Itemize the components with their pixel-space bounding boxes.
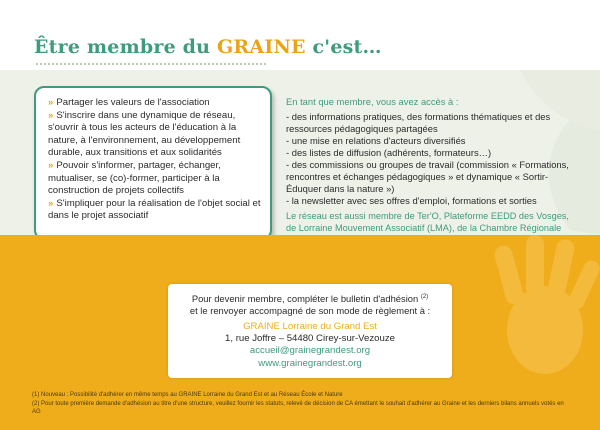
double-chevron-icon: » <box>48 159 54 171</box>
benefits-intro: En tant que membre, vous avez accès à : <box>286 96 459 107</box>
email-link[interactable]: accueil@grainegrandest.org <box>249 345 371 357</box>
footnotes <box>32 391 572 417</box>
double-chevron-icon: » <box>48 197 54 209</box>
handprint-decoration-icon <box>430 235 600 395</box>
engagement-item: » S'inscrire dans une dynamique de réseau, s'ouvrir à tous les acteurs de l'éducation à la nature, à l'environnement, au développement durable, aux transitions et aux solidarités <box>48 109 241 159</box>
membership-instructions: Pour devenir membre, compléter le bulletin d'adhésion $^{(2)}$ <box>191 293 429 305</box>
title-suffix: c'est… <box>312 36 382 58</box>
engagement-item: » Pouvoir s'informer, partager, échanger, mutualiser, se (co)-former, participer à la construction de projets collectifs <box>48 159 221 197</box>
postal-address: 1, rue Joffre – 54480 Cirey-sur-Vezouze <box>225 332 395 344</box>
website-link[interactable]: www.grainegrandest.org <box>258 357 362 369</box>
benefit-item: - des commissions ou groupes de travail (commission « Formations, rencontres et échanges pédagogiques » et dynamique « Sortir-Éduquer dans la nature ») <box>286 159 569 194</box>
membership-box <box>168 284 452 378</box>
double-chevron-icon: » <box>48 97 54 108</box>
network-statement: Le réseau est aussi membre de Ter'O, Plateforme EEDD des Vosges, de Lorraine Mouvement Associatif (LMA), de la Chambre Régionale <box>286 211 569 233</box>
membership-instructions-2: et le renvoyer accompagné de son mode de règlement à : <box>189 304 431 316</box>
footnote: (2) Pour toute première demande d'adhésion au titre d'une structure, veuillez fournir les statuts, relevé de décision de CA émettant le souhait d'adhérer au Graine et les derniers bilans annuels votés en AG <box>32 400 564 415</box>
title-highlight: GRAINE <box>217 36 306 58</box>
page-title <box>34 36 382 58</box>
benefit-item: - des informations pratiques, des formations thématiques et des ressources pédagogiques partagées <box>286 111 551 134</box>
engagement-box <box>34 86 272 240</box>
benefits-column <box>286 96 576 258</box>
footnote: (1) Nouveau : Possibilité d'adhérer en même temps au GRAINE Lorraine du Grand Est et au Réseau École et Nature <box>32 392 343 398</box>
engagement-item: » Partager les valeurs de l'association <box>48 97 210 108</box>
benefit-item: - la newsletter avec ses offres d'emploi, formations et sorties <box>286 195 537 206</box>
organization-name: GRAINE Lorraine du Grand Est <box>243 320 377 332</box>
footnote-ref: (2) <box>420 294 429 300</box>
benefit-item: - une mise en relations d'acteurs diversifiés <box>286 135 466 146</box>
engagement-item: » S'impliquer pour la réalisation de l'objet social et dans le projet associatif <box>48 197 261 222</box>
benefit-item: - des listes de diffusion (adhérents, formateurs…) <box>286 147 492 158</box>
title-prefix: Être membre du <box>34 36 211 58</box>
title-underline <box>36 63 266 65</box>
double-chevron-icon: » <box>48 109 54 121</box>
